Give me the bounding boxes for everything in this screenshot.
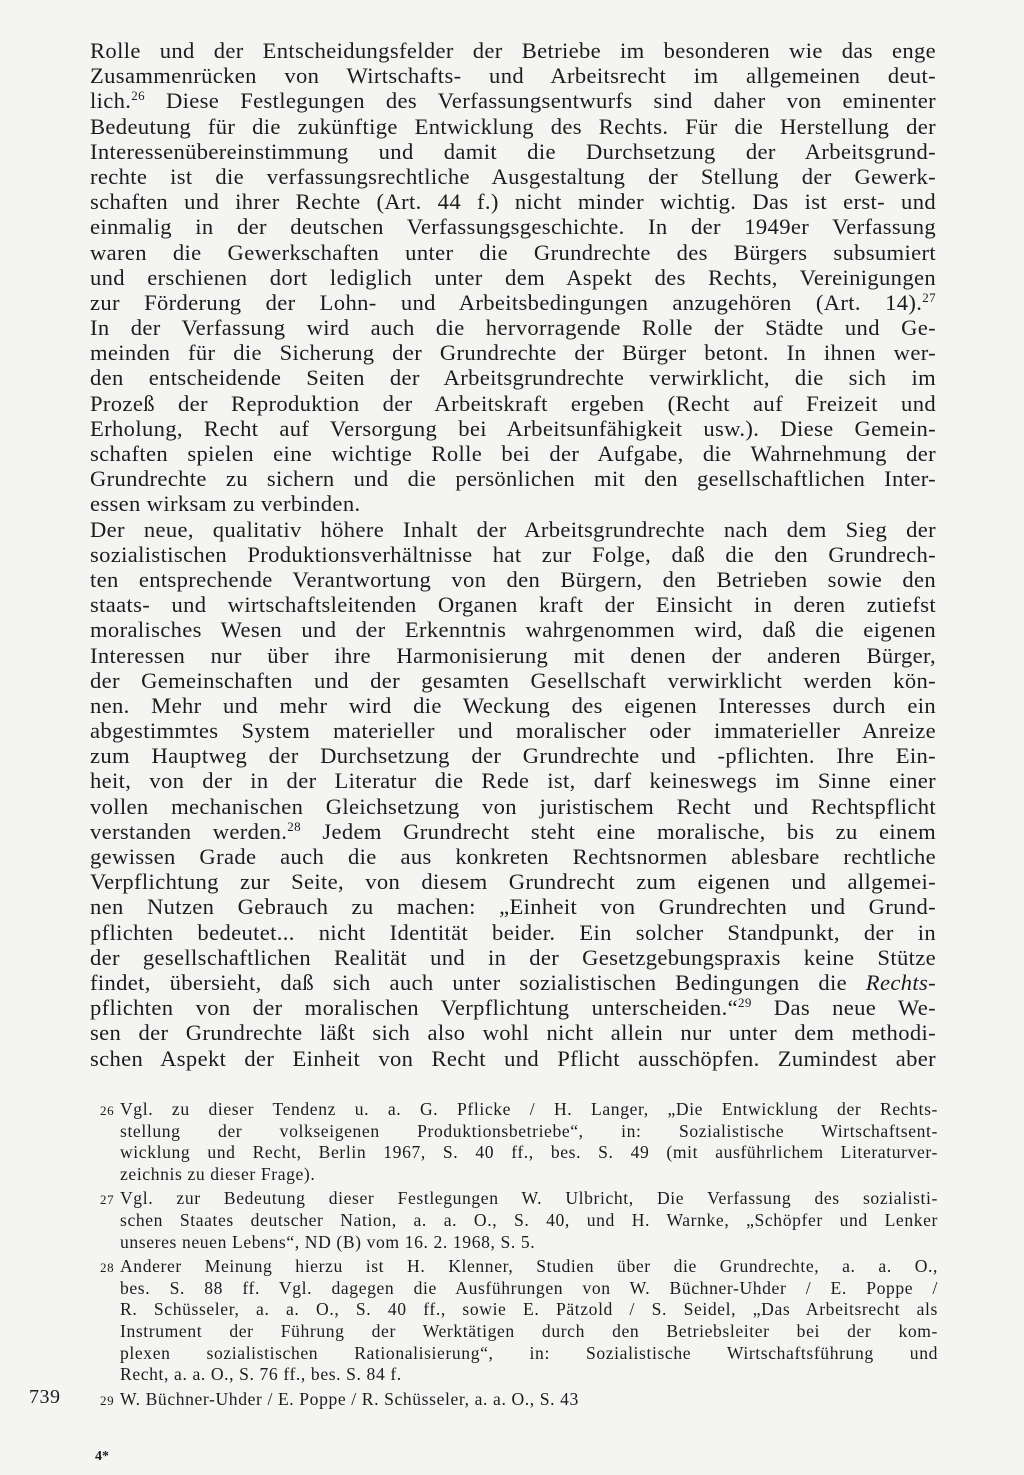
page-number: 739 [29,1386,61,1408]
body-line: nen Nutzen Gebrauch zu machen: „Einheit von Grundrechten und Grund- [90,894,936,920]
footnote [100,1099,938,1185]
footnote-line: bes. S. 88 ff. Vgl. dagegen die Ausführungen von W. Büchner-Uhder / E. Poppe / [120,1277,938,1298]
footnote [100,1389,938,1411]
footnote [100,1256,938,1386]
footnote-line: Recht, a. a. O., S. 76 ff., bes. S. 84 f. [120,1364,402,1385]
footnote-reference: 29 [737,995,752,1011]
footnote-line: stellung der volkseigenen Produktionsbetriebe“, in: Sozialistische Wirtschaftsent- [120,1120,938,1141]
body-line: Rolle und der Entscheidungsfelder der Betriebe im besonderen wie das enge [90,38,936,63]
body-line: Grundrechte zu sichern und die persönlichen mit den gesellschaftlichen Inter- [90,466,936,492]
footnote-line: plexen sozialistischen Rationalisierung“, in: Sozialistische Wirtschaftsführung und [120,1342,938,1363]
footnote-line: unseres neuen Lebens“, ND (B) vom 16. 2. 1968, S. 5. [120,1231,536,1252]
body-line: schaften und ihrer Rechte (Art. 44 f.) nicht minder wichtig. Das ist erst- und [90,189,936,215]
body-line: ten entsprechende Verantwortung von den Bürgern, den Betrieben sowie den [90,566,936,592]
footnote-number: 29 [100,1392,115,1408]
footnote-line: Anderer Meinung hierzu ist H. Klenner, Studien über die Grundrechte, a. a. O., [120,1256,938,1277]
footnote-number: 27 [100,1192,115,1208]
body-line: vollen mechanischen Gleichsetzung von juristischem Recht und Rechtspflicht [90,793,936,819]
footnote [100,1188,938,1253]
body-line: den entscheidende Seiten der Arbeitsgrundrechte verwirklicht, die sich im [90,365,936,391]
body-line: rechte ist die verfassungsrechtliche Ausgestaltung der Stellung der Gewerk- [90,163,936,189]
body-line: nen. Mehr und mehr wird die Weckung des eigenen Interesses durch ein [90,692,936,718]
body-line: Interessenübereinstimmung und damit die Durchsetzung der Arbeitsgrund- [90,138,936,164]
footnote-reference: 27 [922,289,936,305]
body-line: lich.$^{26}$ Diese Festlegungen des Verfassungsentwurfs sind daher von eminenter [90,88,936,114]
body-text [90,38,936,1071]
body-line: der Gemeinschaften und der gesamten Gesellschaft verwirklicht werden kön- [90,667,936,693]
body-line: In der Verfassung wird auch die hervorragende Rolle der Städte und Ge- [90,315,936,341]
body-line: und erschienen dort lediglich unter dem Aspekt des Rechts, Vereinigungen [90,264,936,290]
footnotes [100,1099,938,1413]
body-line: Bedeutung für die zukünftige Entwicklung des Rechts. Für die Herstellung der [90,113,936,139]
body-line: schaften spielen eine wichtige Rolle bei der Aufgabe, die Wahrnehmung der [90,441,936,466]
body-line: einmalig in der deutschen Verfassungsgeschichte. In der 1949er Verfassung [90,214,936,240]
footnote-reference: 26 [131,88,145,104]
footnote-reference: 28 [287,818,301,834]
body-line: schen Aspekt der Einheit von Recht und Pflicht ausschöpfen. Zumindest aber [90,1045,936,1071]
signature-mark: 4* [95,1449,109,1464]
body-line: sen der Grundrechte läßt sich also wohl nicht allein nur unter dem methodi- [90,1020,936,1046]
body-line: zum Hauptweg der Durchsetzung der Grundrechte und -pflichten. Ihre Ein- [90,743,936,769]
body-line: Verpflichtung zur Seite, von diesem Grundrecht zum eigenen und allgemei- [90,869,936,895]
body-line: der gesellschaftlichen Realität und in der Gesetzgebungspraxis keine Stütze [90,944,936,970]
body-line: abgestimmtes System materieller und moralischer oder immaterieller Anreize [90,718,936,744]
body-line: zur Förderung der Lohn- und Arbeitsbedingungen anzugehören (Art. 14).$^{27}$ [90,289,936,315]
body-line: Prozeß der Reproduktion der Arbeitskraft ergeben (Recht auf Freizeit und [90,390,936,416]
footnote-line: wicklung und Recht, Berlin 1967, S. 40 ff., bes. S. 49 (mit ausführlichem Literaturver- [120,1142,938,1163]
body-line: Der neue, qualitativ höhere Inhalt der Arbeitsgrundrechte nach dem Sieg der [90,516,936,542]
footnote-line: W. Büchner-Uhder / E. Poppe / R. Schüsseler, a. a. O., S. 43 [120,1388,579,1409]
body-line: essen wirksam zu verbinden. [90,491,361,517]
body-line: pflichten bedeutet... nicht Identität beider. Ein solcher Standpunkt, der in [90,919,936,945]
footnote-line: R. Schüsseler, a. a. O., S. 40 ff., sowie E. Pätzold / S. Seidel, „Das Arbeitsrecht als [120,1299,938,1320]
body-line: staats- und wirtschaftsleitenden Organen kraft der Einsicht in deren zutiefst [90,592,936,618]
footnote-line: Vgl. zur Bedeutung dieser Festlegungen W. Ulbricht, Die Verfassung des sozialisti- [120,1188,938,1209]
footnote-line: zeichnis zu dieser Frage). [120,1163,316,1184]
body-line: waren die Gewerkschaften unter die Grundrechte des Bürgers subsumiert [90,239,936,265]
footnote-line: Instrument der Führung der Werktätigen durch den Betriebsleiter bei der kom- [120,1320,938,1341]
footnote-line: schen Staates deutscher Nation, a. a. O., S. 40, und H. Warnke, „Schöpfer und Lenker [120,1209,938,1230]
body-line: findet, übersieht, daß sich auch unter sozialistischen Bedingungen die Rechts- [90,969,936,995]
body-line: sozialistischen Produktionsverhältnisse hat zur Folge, daß die den Grundrech- [90,541,936,567]
body-line: gewissen Grade auch die aus konkreten Rechtsnormen ablesbare rechtliche [90,844,936,869]
body-line: Erholung, Recht auf Versorgung bei Arbeitsunfähigkeit usw.). Diese Gemein- [90,415,936,441]
body-line: Interessen nur über ihre Harmonisierung mit denen der anderen Bürger, [90,642,936,668]
body-line: moralisches Wesen und der Erkenntnis wahrgenommen wird, daß die eigenen [90,617,936,643]
body-line: meinden für die Sicherung der Grundrechte der Bürger betont. In ihnen wer- [90,340,936,366]
body-line: verstanden werden.$^{28}$ Jedem Grundrecht steht eine moralische, bis zu einem [90,818,936,844]
footnote-number: 28 [100,1260,115,1276]
body-line: pflichten von der moralischen Verpflichtung unterscheiden.“$^{29}$ Das neue We- [90,995,936,1021]
footnote-number: 26 [100,1103,115,1118]
body-line: heit, von der in der Literatur die Rede ist, darf keineswegs im Sinne einer [90,768,936,794]
footnote-line: Vgl. zu dieser Tendenz u. a. G. Pflicke / H. Langer, „Die Entwicklung der Rechts- [120,1099,938,1119]
body-line: Zusammenrücken von Wirtschafts- und Arbeitsrecht im allgemeinen deut- [90,63,936,89]
